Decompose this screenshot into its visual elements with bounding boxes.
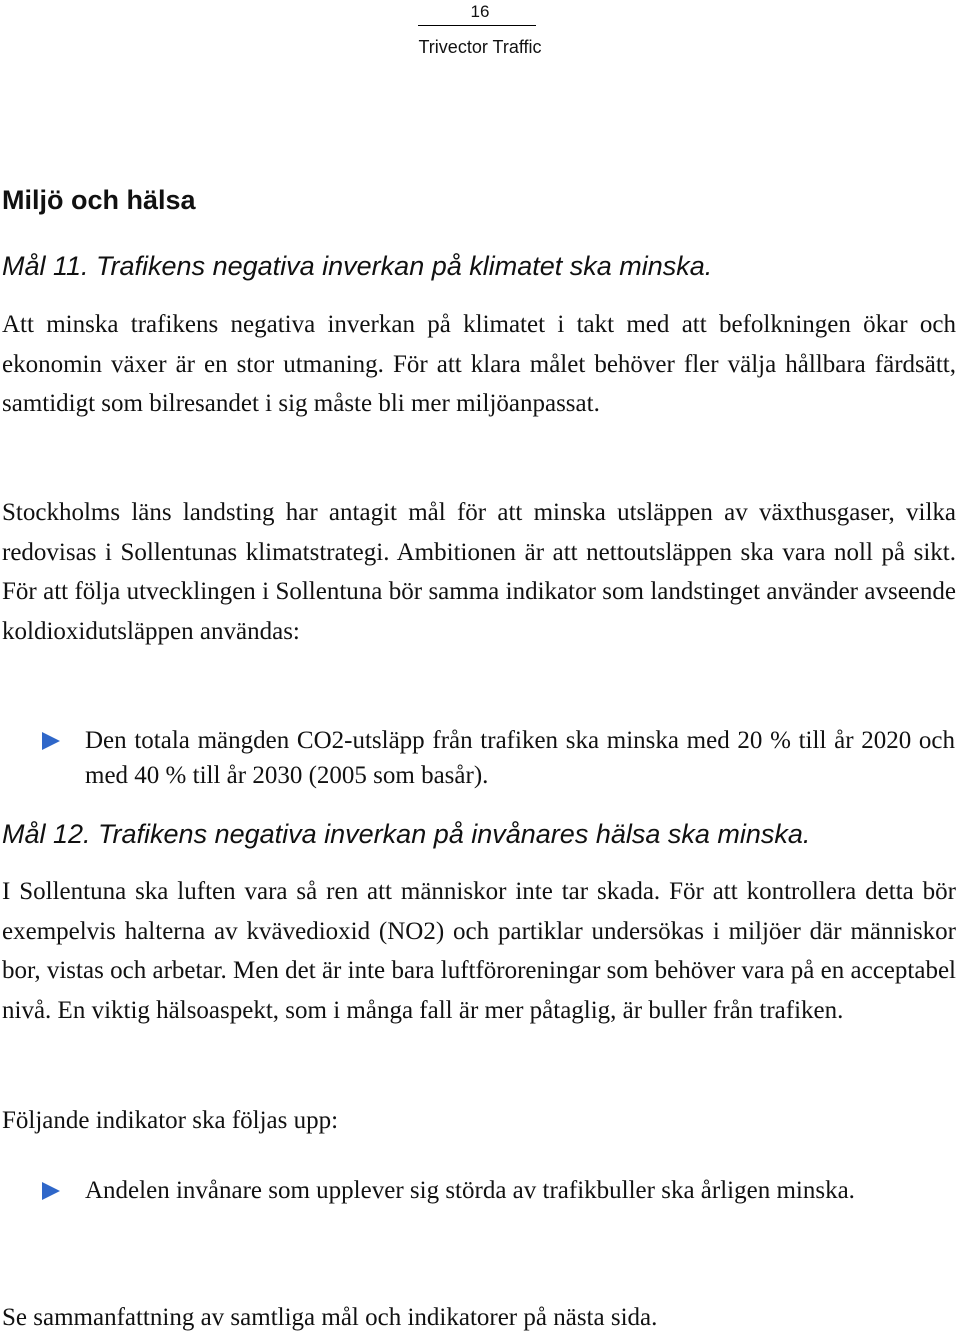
goal-11-heading: Mål 11. Trafikens negativa inverkan på klimatet ska minska. xyxy=(2,251,713,281)
goal-12-paragraph-1: I Sollentuna ska luften vara så ren att människor inte tar skada. För att kontrollera detta bör exempelvis halterna av kvävedioxid (NO2) och partiklar undersökas i miljöer där människor bor, vistas och arbetar. Men det är inte bara luftföroreningar som behöver vara på en acceptabel nivå. En viktig hälsoaspekt, som i många fall är mer påtaglig, är buller från trafiken. xyxy=(2,878,956,1024)
goal-11-bullet-text: Den totala mängden CO2-utsläpp från trafiken ska minska med 20 % till år 2020 och med 40 % till år 2030 (2005 som basår). xyxy=(85,727,955,789)
page-number: 16 xyxy=(470,2,490,21)
header-rule xyxy=(418,25,536,26)
goal-11-paragraph-1: Att minska trafikens negativa inverkan på klimatet i takt med att befolkningen ökar och ekonomin växer är en stor utmaning. För att klara målet behöver fler välja hållbara färdsätt, samtidigt som bilresandet i sig måste bli mer miljöanpassat. xyxy=(2,311,956,417)
goal-12-heading: Mål 12. Trafikens negativa inverkan på invånares hälsa ska minska. xyxy=(2,819,811,849)
header-title: Trivector Traffic xyxy=(418,37,542,57)
goal-12-paragraph-2: Följande indikator ska följas upp: xyxy=(2,1107,339,1134)
triangle-bullet-icon xyxy=(42,732,60,750)
footer-note: Se sammanfattning av samtliga mål och indikatorer på nästa sida. xyxy=(2,1304,658,1331)
goal-12-bullet-text: Andelen invånare som upplever sig störda av trafikbuller ska årligen minska. xyxy=(85,1177,855,1204)
triangle-bullet-icon xyxy=(42,1182,60,1200)
goal-11-paragraph-2: Stockholms läns landsting har antagit mål för att minska utsläppen av växthusgaser, vilka redovisas i Sollentunas klimatstrategi. Ambitionen är att nettoutsläppen ska vara noll på sikt. För att följa utvecklingen i Sollentuna bör samma indikator som landstinget använder avseende koldioxidutsläppen användas: xyxy=(2,499,956,645)
section-heading: Miljö och hälsa xyxy=(2,185,196,215)
